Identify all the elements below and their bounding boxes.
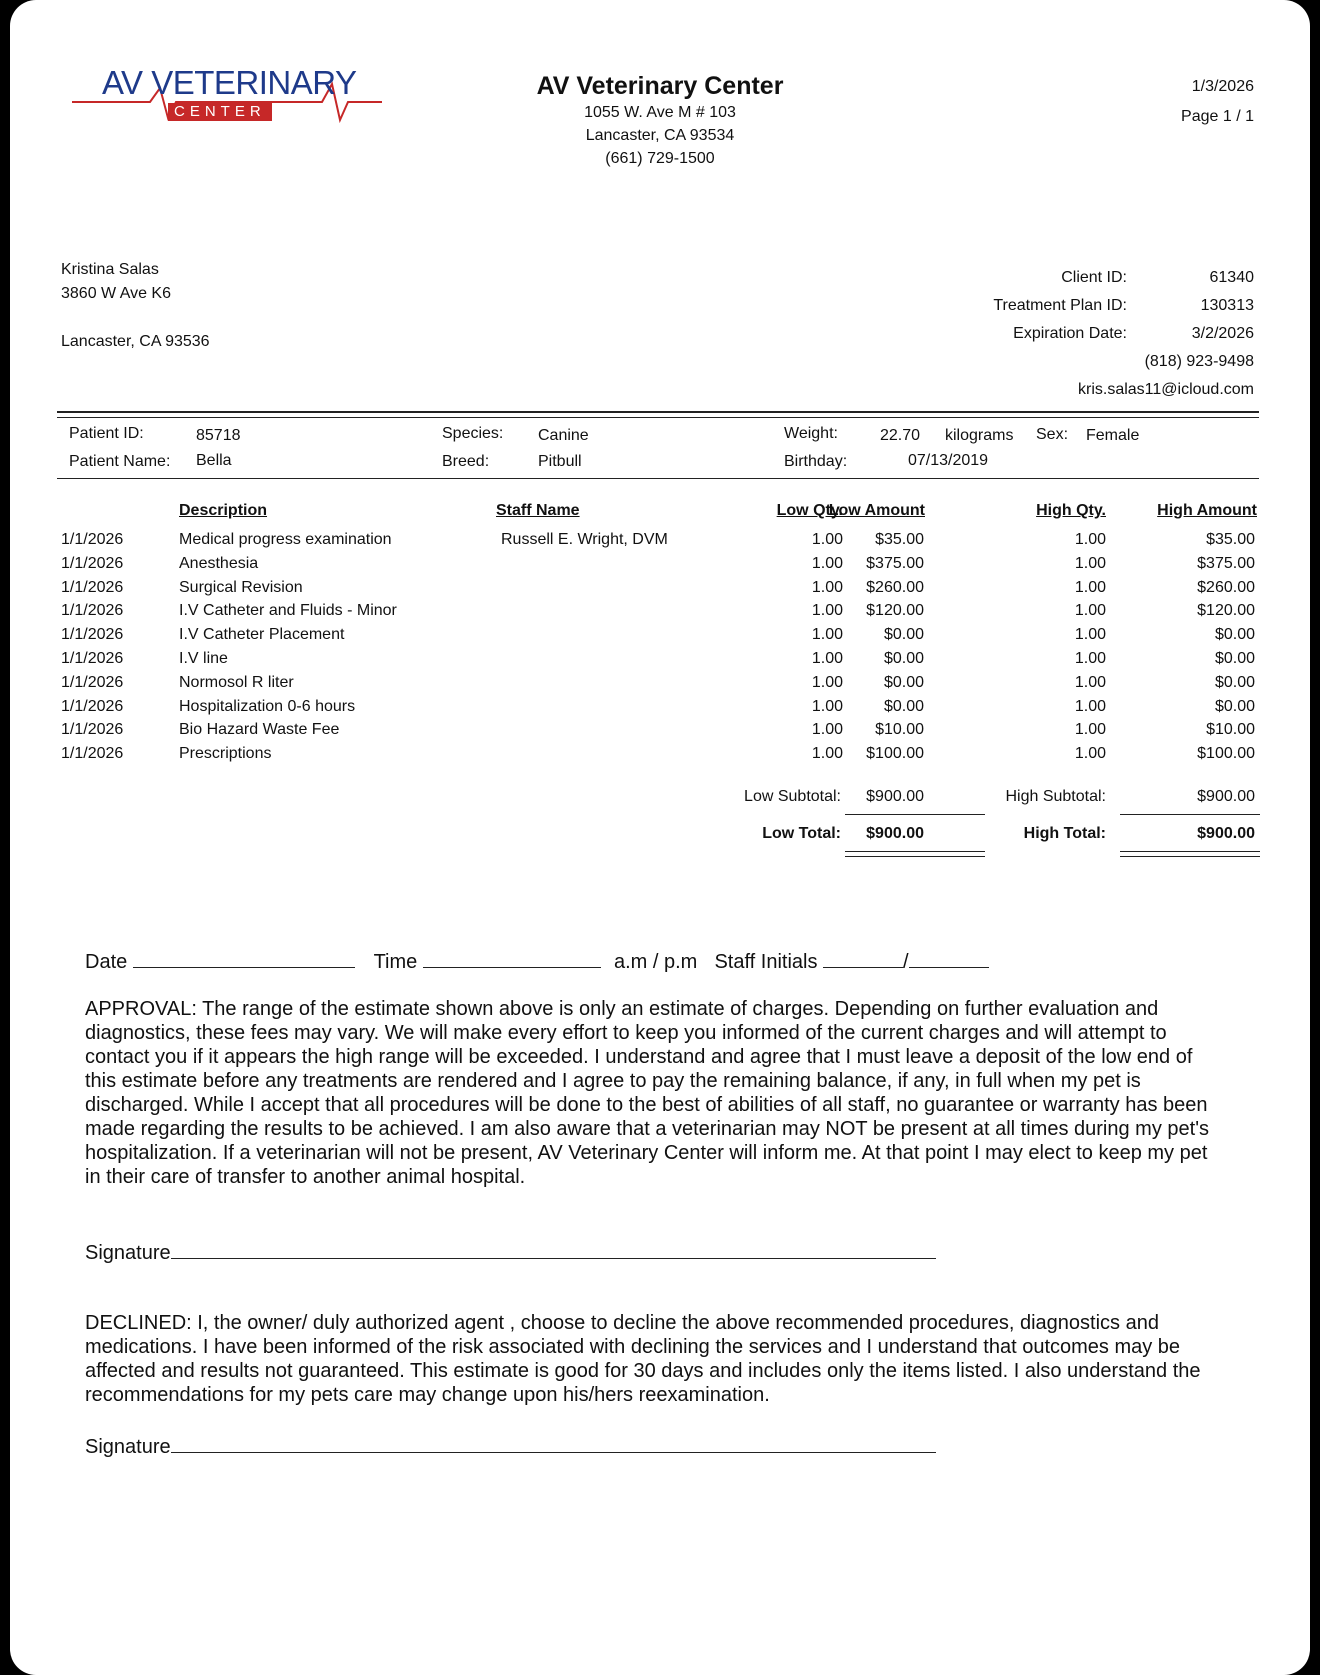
row-date: 1/1/2026: [61, 721, 124, 739]
sex: Female: [1086, 427, 1140, 444]
high-total-label: High Total:: [1023, 825, 1106, 842]
row-low-amount: $260.00: [866, 578, 924, 596]
signature-label: Signature: [85, 1242, 171, 1264]
declined-signature-row: [85, 1434, 936, 1459]
low-subtotal-label: Low Subtotal:: [744, 788, 841, 805]
row-low-qty: 1.00: [811, 531, 843, 548]
estimate-page: [10, 0, 1310, 1675]
subtotal-underline: [1120, 814, 1260, 815]
total-underline: [845, 856, 985, 857]
date-label: Date: [85, 951, 128, 973]
expiration-date: 3/2/2026: [1191, 325, 1254, 342]
row-description: Surgical Revision: [179, 578, 303, 596]
total-underline: [845, 851, 985, 852]
row-low-amount: $120.00: [866, 602, 924, 620]
row-high-amount: $0.00: [1214, 697, 1255, 715]
col-header-staff: Staff Name: [496, 502, 580, 519]
row-high-amount: $260.00: [1197, 578, 1255, 596]
client-name: Kristina Salas: [61, 261, 159, 278]
row-low-qty: 1.00: [811, 697, 843, 715]
row-low-qty: 1.00: [811, 602, 843, 620]
row-low-amount: $375.00: [866, 554, 924, 572]
row-high-qty: 1.00: [1074, 745, 1106, 763]
row-description: Anesthesia: [179, 554, 259, 572]
divider: [57, 411, 1259, 413]
client-email: kris.salas11@icloud.com: [1077, 381, 1254, 398]
row-description: Normosol R liter: [179, 673, 294, 691]
row-high-qty: 1.00: [1074, 721, 1106, 739]
divider: [57, 417, 1259, 418]
col-header-high-qty: High Qty.: [1036, 502, 1106, 519]
species: Canine: [538, 427, 589, 444]
low-total-label: Low Total:: [762, 825, 841, 842]
row-high-amount: $375.00: [1197, 554, 1255, 572]
clinic-address-line2: Lancaster, CA 93534: [585, 127, 735, 144]
row-high-qty: 1.00: [1074, 650, 1106, 667]
client-id: 61340: [1209, 269, 1254, 286]
row-high-qty: 1.00: [1074, 697, 1106, 715]
row-description: Bio Hazard Waste Fee: [179, 721, 340, 739]
row-high-qty: 1.00: [1074, 531, 1106, 548]
row-low-qty: 1.00: [811, 721, 843, 739]
clinic-name: AV Veterinary Center: [536, 72, 784, 100]
high-subtotal-label: High Subtotal:: [1005, 788, 1106, 805]
staff-initials-field-1[interactable]: [823, 949, 903, 968]
row-date: 1/1/2026: [61, 602, 124, 620]
row-description: Prescriptions: [179, 745, 272, 763]
breed-label: Breed:: [442, 453, 490, 470]
expiration-date-label: Expiration Date:: [1013, 325, 1127, 342]
row-low-qty: 1.00: [811, 745, 843, 763]
weight: 22.70: [880, 427, 921, 444]
row-high-qty: 1.00: [1074, 673, 1106, 691]
row-high-qty: 1.00: [1074, 554, 1106, 572]
row-low-amount: $35.00: [875, 531, 924, 548]
subtotal-underline: [845, 814, 985, 815]
col-header-low-qty: Low Qty.: [776, 502, 843, 519]
row-low-qty: 1.00: [811, 673, 843, 691]
row-high-qty: 1.00: [1074, 578, 1106, 596]
logo-subtitle: CENTER: [168, 103, 272, 121]
row-low-qty: 1.00: [811, 578, 843, 596]
col-header-low-amount: Low Amount: [828, 502, 925, 519]
species-label: Species:: [442, 425, 504, 442]
date-field[interactable]: [133, 949, 355, 968]
high-total: $900.00: [1197, 825, 1255, 842]
row-high-qty: 1.00: [1074, 626, 1106, 644]
row-low-amount: $10.00: [875, 721, 924, 739]
col-header-high-amount: High Amount: [1157, 502, 1257, 519]
logo-title: AV VETERINARY: [102, 64, 357, 101]
row-low-amount: $0.00: [883, 697, 924, 715]
divider: [57, 478, 1259, 479]
declined-statement: DECLINED: I, the owner/ duly authorized agent , choose to decline the above recommended procedures, diagnostics and medications. I have been informed of the risk associated with declining the services and I understand that outcomes may be affected and results not guaranteed. This estimate is good for 30 days and includes only the items listed. I also understand the recommendations for my pets care may change upon his/hers reexamination.: [85, 1312, 1201, 1406]
row-date: 1/1/2026: [61, 697, 124, 715]
approval-signature-row: [85, 1240, 936, 1265]
row-staff: Russell E. Wright, DVM: [501, 531, 668, 548]
declined-signature-field[interactable]: [171, 1434, 936, 1453]
row-low-qty: 1.00: [811, 554, 843, 572]
patient-name: Bella: [196, 452, 232, 469]
client-phone: (818) 923-9498: [1144, 353, 1254, 370]
patient-name-label: Patient Name:: [69, 453, 171, 470]
weight-label: Weight:: [784, 425, 838, 442]
row-high-amount: $0.00: [1214, 673, 1255, 691]
date-time-initials-row: [85, 949, 989, 974]
col-header-description: Description: [179, 502, 268, 519]
patient-id: 85718: [196, 427, 241, 444]
row-low-amount: $0.00: [883, 626, 924, 644]
row-low-qty: 1.00: [811, 626, 843, 644]
row-high-amount: $120.00: [1197, 602, 1255, 620]
row-description: Medical progress examination: [179, 531, 392, 548]
sex-label: Sex:: [1036, 426, 1069, 443]
weight-unit: kilograms: [945, 427, 1014, 444]
staff-initials-label: Staff Initials: [714, 951, 818, 973]
high-subtotal: $900.00: [1197, 788, 1255, 805]
row-date: 1/1/2026: [61, 531, 124, 548]
birthday: 07/13/2019: [908, 452, 989, 469]
staff-initials-field-2[interactable]: [909, 949, 989, 968]
row-date: 1/1/2026: [61, 673, 124, 691]
row-date: 1/1/2026: [61, 650, 124, 667]
time-field[interactable]: [423, 949, 601, 968]
row-low-amount: $0.00: [883, 650, 924, 667]
client-city: Lancaster, CA 93536: [61, 333, 210, 350]
total-underline: [1120, 851, 1260, 852]
row-low-qty: 1.00: [811, 650, 843, 667]
row-high-amount: $100.00: [1197, 745, 1255, 763]
row-date: 1/1/2026: [61, 554, 124, 572]
total-underline: [1120, 856, 1260, 857]
row-date: 1/1/2026: [61, 626, 124, 644]
row-high-amount: $10.00: [1206, 721, 1255, 739]
signature-label: Signature: [85, 1436, 171, 1458]
row-description: I.V Catheter Placement: [179, 626, 345, 644]
approval-statement: APPROVAL: The range of the estimate shown above is only an estimate of charges. Depending on further evaluation and diagnostics, these fees may vary. We will make every effort to keep you informed of the current charges and will attempt to contact you if it appears the high range will be exceeded. I understand and agree that I must leave a deposit of the low end of this estimate before any treatments are rendered and I agree to pay the remaining balance, if any, in full when my pet is discharged. While I accept that all procedures will be done to the best of abilities of all staff, no guarantee or warranty has been made regarding the results to be achieved. I am also aware that a veterinarian may NOT be present at all times during my pet's hospitalization. If a veterinarian will not be present, AV Veterinary Center will inform me. At that point I may elect to keep my pet in their care of transfer to another animal hospital.: [85, 998, 1210, 1188]
patient-id-label: Patient ID:: [69, 425, 144, 442]
row-high-amount: $35.00: [1206, 531, 1255, 548]
low-subtotal: $900.00: [866, 788, 924, 805]
time-label: Time: [373, 951, 418, 973]
approval-signature-field[interactable]: [171, 1240, 936, 1259]
row-high-amount: $0.00: [1214, 650, 1255, 667]
birthday-label: Birthday:: [784, 453, 848, 470]
treatment-plan-label: Treatment Plan ID:: [993, 297, 1127, 314]
client-street: 3860 W Ave K6: [61, 285, 171, 302]
treatment-plan-id: 130313: [1200, 297, 1254, 314]
row-date: 1/1/2026: [61, 578, 124, 596]
row-description: Hospitalization 0-6 hours: [179, 697, 356, 715]
row-low-amount: $100.00: [866, 745, 924, 763]
clinic-address-line1: 1055 W. Ave M # 103: [584, 104, 736, 121]
row-description: I.V Catheter and Fluids - Minor: [179, 602, 397, 620]
page-number: Page 1 / 1: [1181, 108, 1254, 125]
document-date: 1/3/2026: [1191, 78, 1254, 95]
initials-slash: /: [903, 951, 909, 973]
row-high-amount: $0.00: [1214, 626, 1255, 644]
row-high-qty: 1.00: [1074, 602, 1106, 620]
ampm-label: a.m / p.m: [613, 951, 698, 973]
row-low-amount: $0.00: [883, 673, 924, 691]
low-total: $900.00: [866, 825, 924, 842]
clinic-phone: (661) 729-1500: [605, 150, 715, 167]
breed: Pitbull: [538, 453, 582, 470]
row-description: I.V line: [179, 650, 228, 667]
client-id-label: Client ID:: [1061, 269, 1127, 286]
row-date: 1/1/2026: [61, 745, 124, 763]
